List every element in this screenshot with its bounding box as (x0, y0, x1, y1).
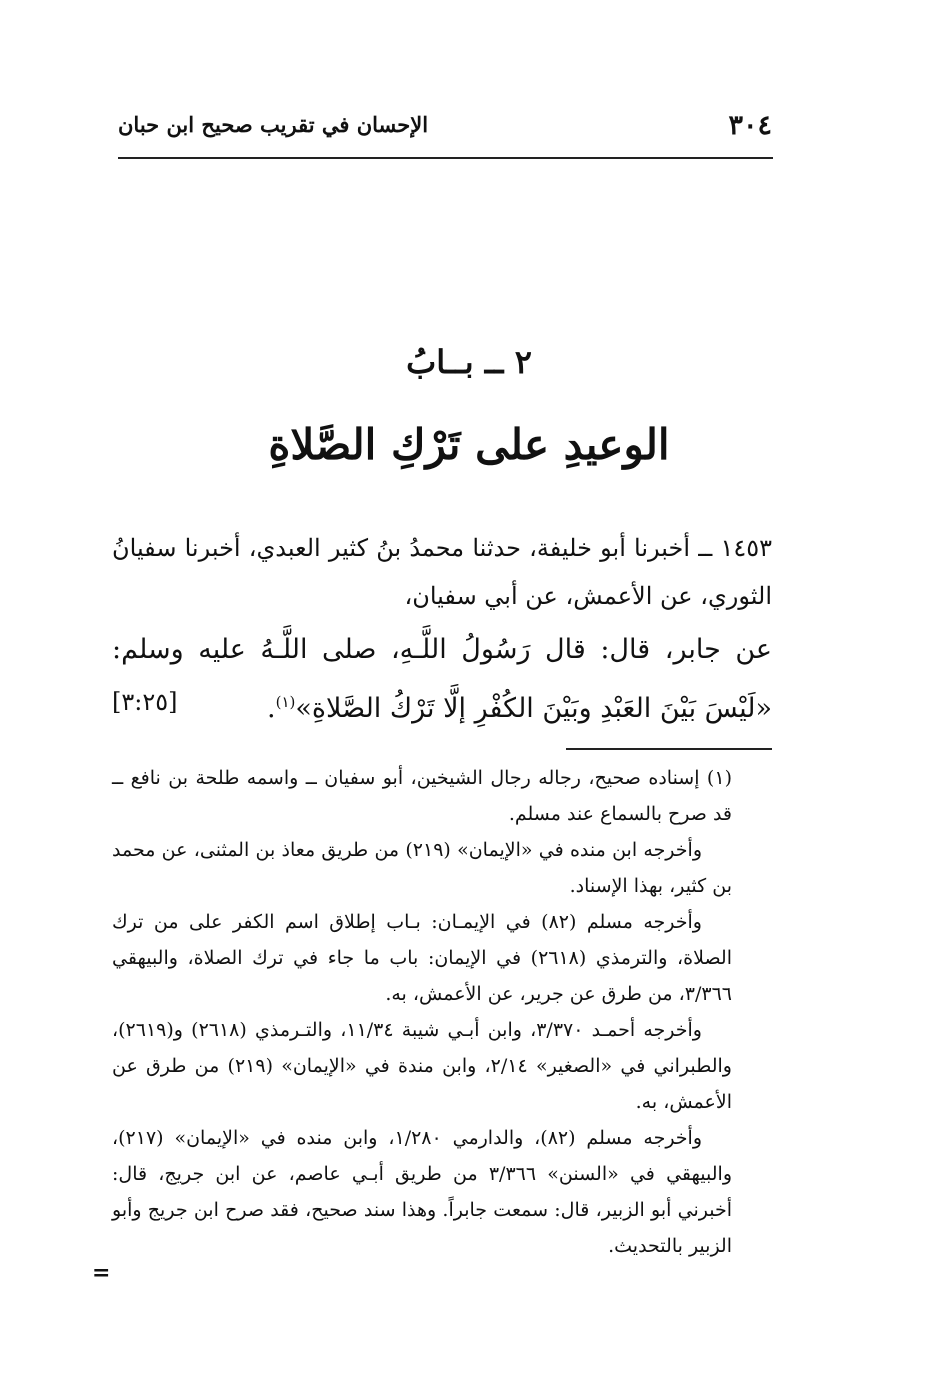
footnotes (112, 760, 732, 1264)
saying-text: عن جابر، قال: قال رَسُولُ اللَّـهِ، صلى اللَّـهُ عليه وسلم: «لَيْسَ بَيْنَ العَبْدِ وبَيْنَ الكُفْرِ إلَّا تَرْكُ الصَّلاةِ» (112, 634, 772, 724)
page-number: ٣٠٤ (728, 110, 772, 141)
footnote-paragraph: وأخرجه أحمـد ٣/٣٧٠، وابن أبـي شيبة ١١/٣٤، والتـرمذي (٢٦١٨) و(٢٦١٩)، والطبراني في «الصغير» ٢/١٤، وابن مندة في «الإيمان» (٢١٩) من طرق عن الأعمش، به. (112, 1019, 732, 1113)
footnote-paragraph: وأخرجه مسلم (٨٢) في الإيمـان: بـاب إطلاق اسم الكفر على من ترك الصلاة، والترمذي (٢٦١٨) في الإيمان: باب ما جاء في ترك الصلاة، والبيهقي ٣/٣٦٦، من طرق عن جرير، عن الأعمش، به. (112, 911, 732, 1005)
footnote-marker: (١) (275, 693, 296, 711)
page-header (118, 108, 772, 152)
footnote-paragraph: وأخرجه ابن منده في «الإيمان» (٢١٩) من طريق معاذ بن المثنى، عن محمد بن كثير، بهذا الإسناد. (112, 839, 732, 897)
saying-end: . (267, 693, 276, 724)
hadith-narration: ١٤٥٣ ــ أخبرنا أبو خليفة، حدثنا محمدُ بنُ كثير العبدي، أخبرنا سفيانُ الثوري، عن الأعمش، عن أبي سفيان، (112, 534, 772, 610)
footnote-1: (١) إسناده صحيح، رجاله رجال الشيخين، أبو سفيان ــ واسمه طلحة بن نافع ــ قد صرح بالسماع عند مسلم. (112, 767, 732, 825)
footnote-rule (566, 748, 772, 750)
chapter-number: ٢ ــ بــابُ (406, 343, 532, 381)
header-rule (118, 157, 773, 159)
volume-reference: [٣:٢٥] (112, 688, 178, 716)
hadith-body (112, 524, 772, 735)
prophet-saying (112, 624, 772, 735)
chapter-title: الوعيدِ على تَرْكِ الصَّلاةِ (268, 420, 670, 469)
footnote-paragraph: وأخرجه مسلم (٨٢)، والدارمي ١/٢٨٠، وابن منده في «الإيمان» (٢١٧)، والبيهقي في «السنن» ٣/٣٦٦ من طريق أبـي عاصم، عن ابن جريج، قال: أخبرني أبو الزبير، قال: سمعت جابراً. وهذا سند صحيح، فقد صرح ابن جريج وأبو الزبير بالتحديث. (112, 1127, 732, 1257)
continuation-mark: = (92, 1260, 111, 1286)
running-title: الإحسان في تقريب صحيح ابن حبان (118, 112, 429, 137)
